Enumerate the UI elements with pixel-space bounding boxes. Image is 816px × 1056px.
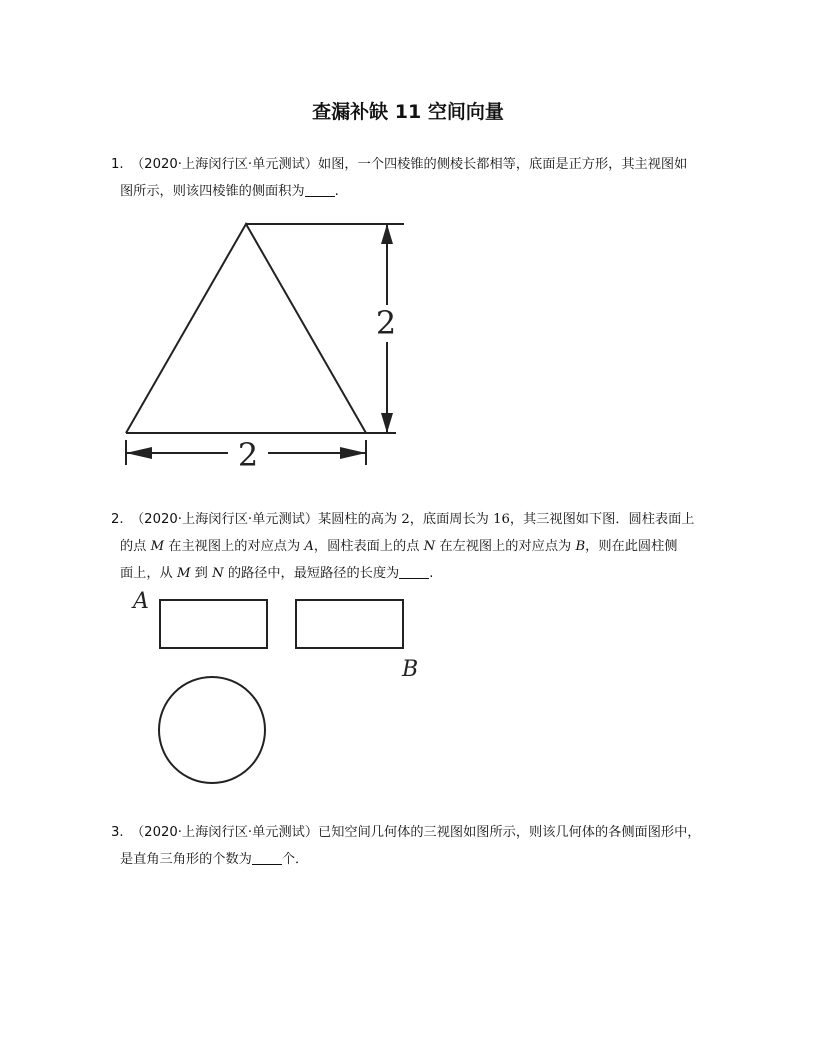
question-1: 1. （2020·上海闵行区·单元测试）如图，一个四棱锥的侧棱长都相等，底面是正方形，其主视图如 图所示，则该四棱锥的侧面积为 . <box>111 151 731 205</box>
point-a: A <box>304 539 314 554</box>
question-source: （2020·上海闵行区·单元测试） <box>131 157 319 172</box>
perimeter-value: 16 <box>493 512 510 527</box>
page-title: 查漏补缺 11 空间向量 <box>312 101 504 123</box>
question-text: 已知空间几何体的三视图如图所示，则该几何体的各侧面图形中， <box>318 825 701 840</box>
point-n: N <box>423 539 436 554</box>
front-view-rectangle <box>160 600 267 648</box>
answer-blank[interactable] <box>252 850 282 865</box>
question-2: 2. （2020·上海闵行区·单元测试）某圆柱的高为 2，底面周长为 16，其三视图如下图．圆柱表面上 的点 M 在主视图上的对应点为 A，圆柱表面上的点 N 在左视图上的对应点为 B，则在此圆柱侧 面上，从 M 到 N 的路径中，最短路径的长度为 . <box>111 506 731 587</box>
width-label: 2 <box>237 436 259 474</box>
height-value: 2 <box>401 512 410 527</box>
top-view-circle <box>159 677 265 783</box>
question-text: 是直角三角形的个数为 <box>120 852 252 867</box>
question-text: 图所示，则该四棱锥的侧面积为 <box>120 184 305 199</box>
question-number: 3. <box>111 825 124 840</box>
question-3: 3. （2020·上海闵行区·单元测试）已知空间几何体的三视图如图所示，则该几何体的各侧面图形中， 是直角三角形的个数为 个． <box>111 819 751 873</box>
question-number: 2. <box>111 512 124 527</box>
question-number: 1. <box>111 157 124 172</box>
question-text: 如图，一个四棱锥的侧棱长都相等，底面是正方形，其主视图如 <box>318 157 688 172</box>
side-view-rectangle <box>296 600 403 648</box>
point-b: B <box>575 539 586 554</box>
question-source: （2020·上海闵行区·单元测试） <box>131 825 319 840</box>
label-b: B <box>402 657 419 682</box>
height-label: 2 <box>375 304 397 342</box>
point-m: M <box>150 539 165 554</box>
question-source: （2020·上海闵行区·单元测试） <box>131 512 319 527</box>
label-a: A <box>133 589 149 614</box>
